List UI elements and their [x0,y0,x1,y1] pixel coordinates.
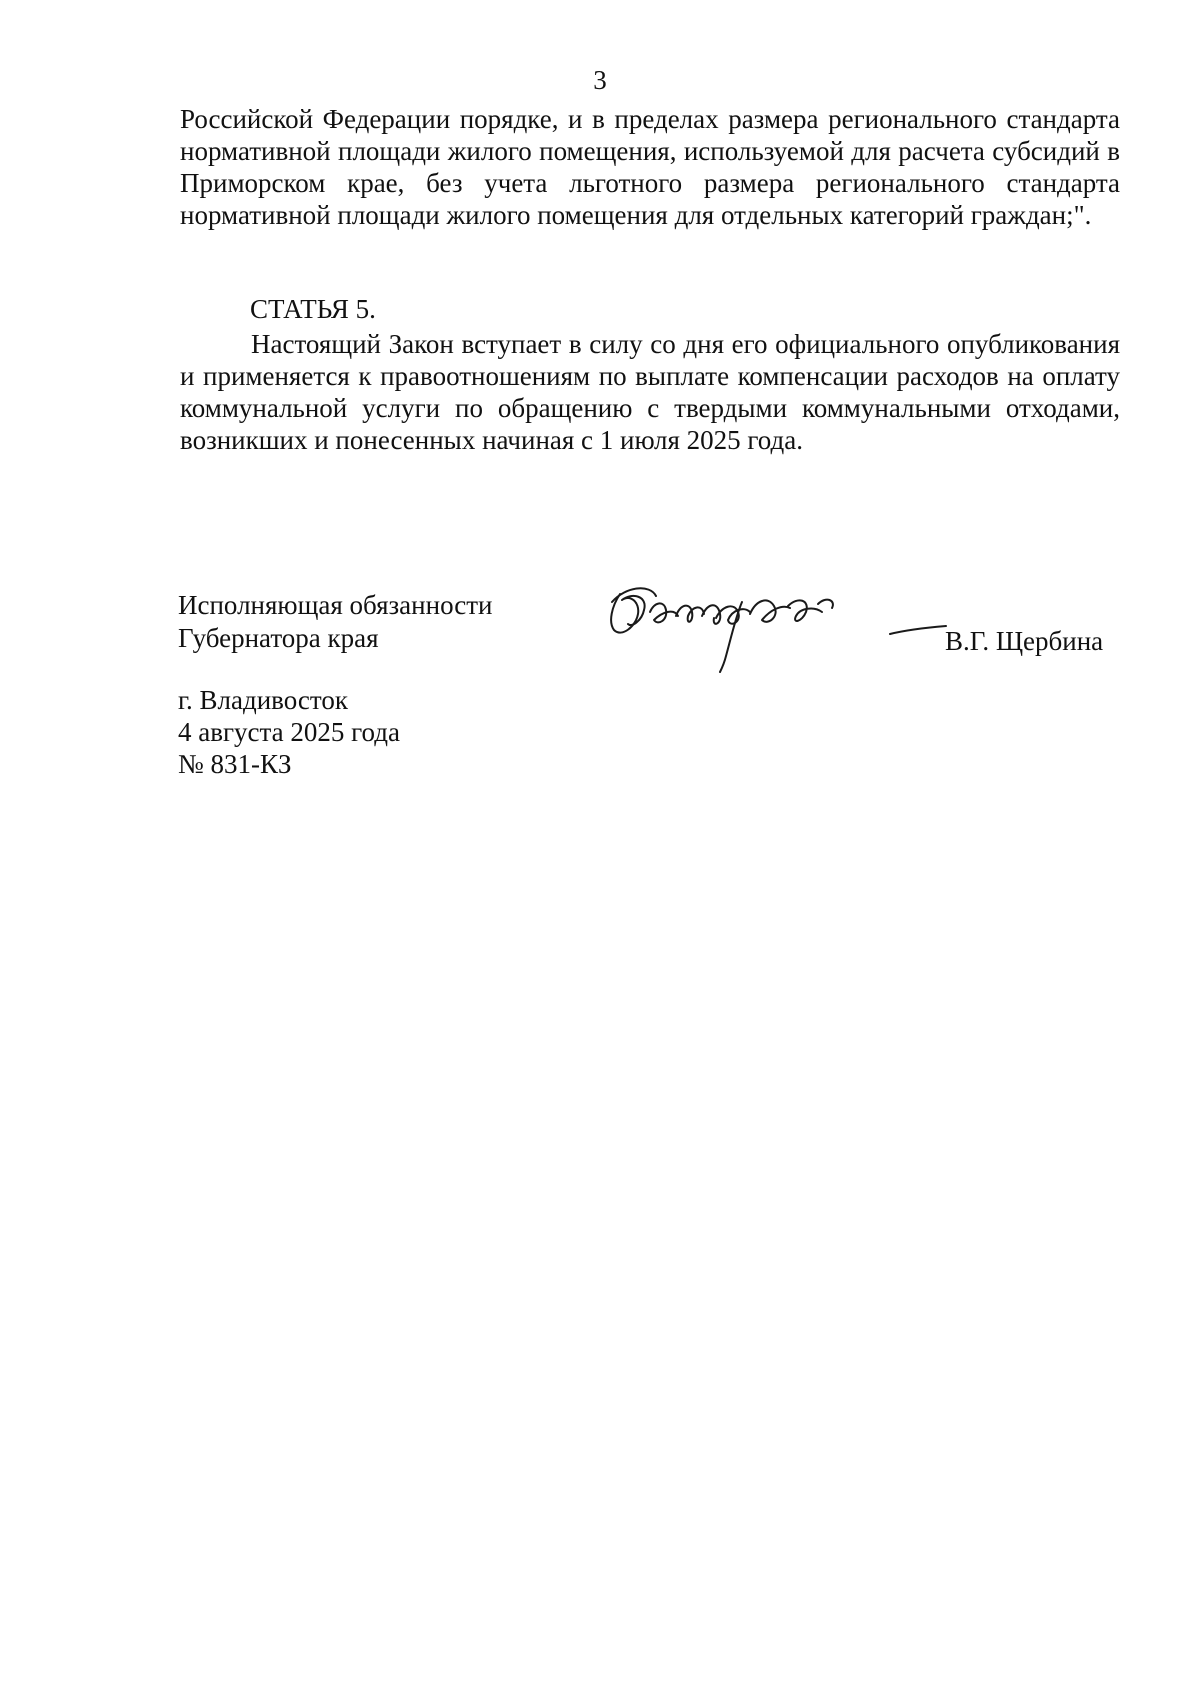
signer-name: В.Г. Щербина [945,626,1104,656]
article-body [180,328,1120,456]
signing-date: 4 августа 2025 года [178,717,400,747]
signer-position [178,589,492,655]
place-and-date [178,684,400,780]
position-line-1: Исполняющая обязанности [178,590,493,620]
city: г. Владивосток [178,685,348,715]
article-heading: СТАТЬЯ 5. [250,294,376,324]
position-line-2: Губернатора края [178,623,379,653]
page-number: 3 [593,65,607,95]
handwritten-signature [592,572,872,682]
law-number: № 831-КЗ [178,749,292,779]
article-text: Настоящий Закон вступает в силу со дня его официального опубликования и применяется к правоотношениям по выплате компенсации расходов на оплату коммунальной услуги по обращению с твердыми коммунальными отходами, возникших и понесенных начиная с 1 июля 2025 года. [180,329,1120,455]
signature-dash [888,620,948,640]
paragraph-text: Российской Федерации порядке, и в пределах размера регионального стандарта нормативной площади жилого помещения, используемой для расчета субсидий в Приморском крае, без учета льготного размера регионального стандарта нормативной площади жилого помещения для отдельных категорий граждан;". [180,104,1120,230]
paragraph-continuation [180,103,1120,231]
